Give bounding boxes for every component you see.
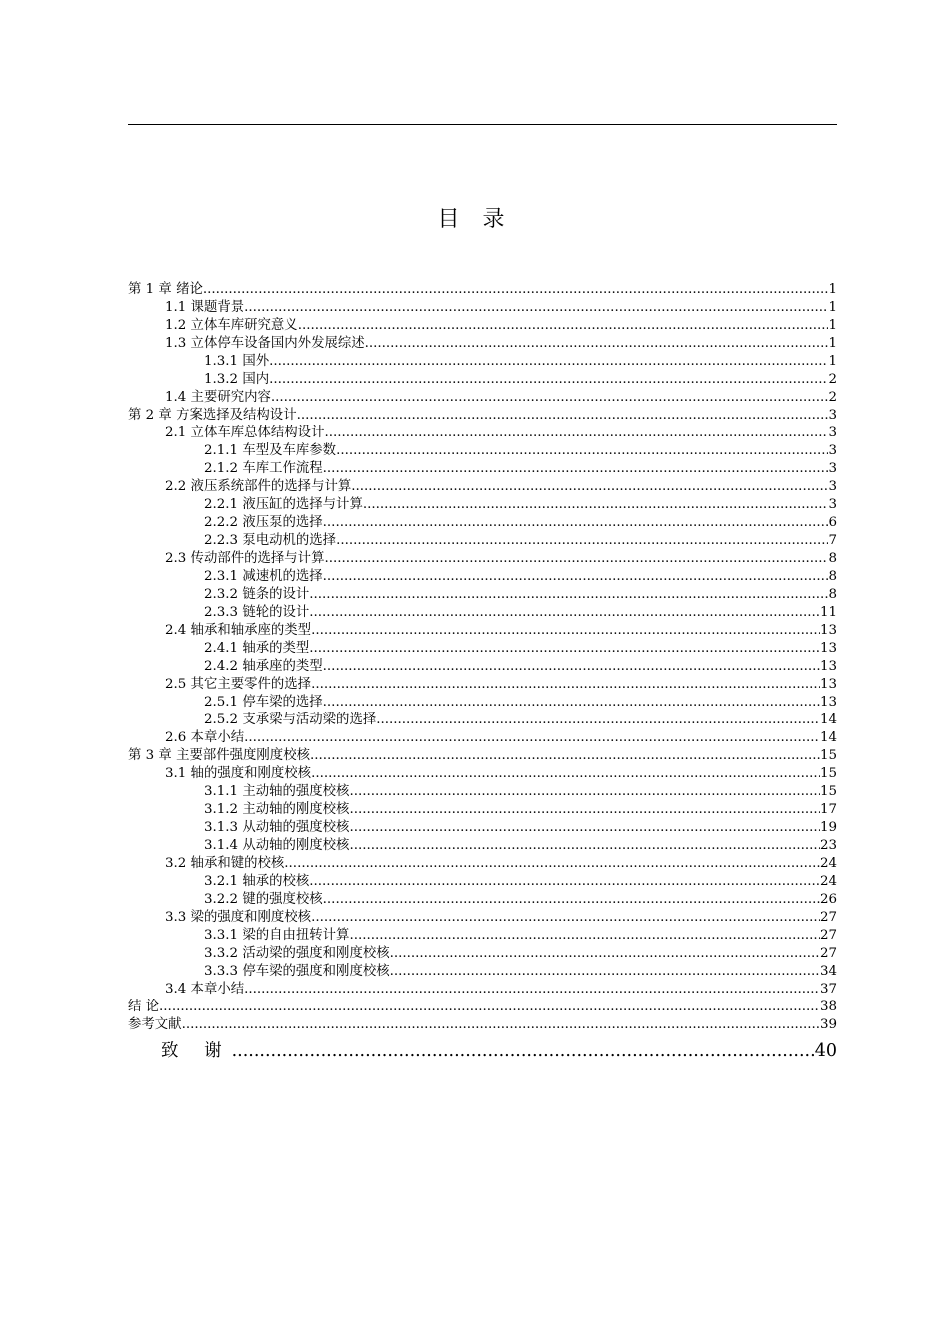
toc-entry-page: 24 bbox=[819, 873, 837, 889]
toc-entry-page: 3 bbox=[828, 497, 837, 513]
toc-entry-page: 40 bbox=[814, 1041, 837, 1062]
toc-entry-page: 27 bbox=[819, 909, 837, 925]
toc-entry-label: 2.2.2 液压泵的选择 bbox=[204, 515, 323, 531]
toc-entry-page: 7 bbox=[828, 533, 837, 549]
toc-entry[interactable] bbox=[128, 783, 837, 801]
toc-entry-label: 2.4.2 轴承座的类型 bbox=[204, 658, 323, 674]
toc-leader-dots bbox=[244, 729, 820, 747]
header-rule bbox=[128, 124, 837, 125]
toc-leader-dots bbox=[323, 694, 820, 712]
toc-entry-label: 2.5.1 停车梁的选择 bbox=[204, 694, 323, 710]
toc-entry-page: 14 bbox=[819, 730, 837, 746]
toc-entry-label: 1.4 主要研究内容 bbox=[165, 389, 271, 405]
toc-entry[interactable] bbox=[128, 945, 837, 963]
toc-entry-page: 38 bbox=[819, 999, 837, 1015]
toc-leader-dots bbox=[323, 658, 820, 676]
toc-entry-label: 3.1.4 从动轴的刚度校核 bbox=[204, 838, 350, 854]
toc-entry[interactable] bbox=[128, 622, 837, 640]
toc-entry[interactable] bbox=[128, 586, 837, 604]
toc-leader-dots bbox=[349, 801, 820, 819]
toc-leader-dots bbox=[311, 765, 820, 783]
toc-entry[interactable] bbox=[128, 317, 837, 335]
toc-entry-label: 2.3.3 链轮的设计 bbox=[204, 604, 310, 620]
toc-entry-page: 3 bbox=[828, 443, 837, 459]
toc-entry-label: 3.4 本章小结 bbox=[165, 981, 245, 997]
toc-entry[interactable] bbox=[128, 442, 837, 460]
toc-entry[interactable] bbox=[128, 801, 837, 819]
toc-leader-dots bbox=[310, 747, 820, 765]
toc-entry-label: 2.3 传动部件的选择与计算 bbox=[165, 551, 325, 567]
toc-entry[interactable] bbox=[128, 281, 837, 299]
toc-entry-label: 3.3.3 停车梁的强度和刚度校核 bbox=[204, 963, 390, 979]
toc-entry-page: 1 bbox=[828, 281, 837, 297]
toc-entry[interactable] bbox=[128, 999, 837, 1017]
toc-entry[interactable] bbox=[128, 891, 837, 909]
toc-entry[interactable] bbox=[128, 855, 837, 873]
toc-entry-page: 13 bbox=[819, 694, 837, 710]
toc-entry[interactable] bbox=[128, 299, 837, 317]
toc-entry[interactable] bbox=[128, 963, 837, 981]
toc-entry-label: 2.6 本章小结 bbox=[165, 730, 245, 746]
toc-entry-label: 2.2 液压系统部件的选择与计算 bbox=[165, 479, 352, 495]
toc-leader-dots bbox=[390, 963, 820, 981]
toc-leader-dots bbox=[324, 425, 828, 443]
toc-entry[interactable] bbox=[128, 532, 837, 550]
toc-leader-dots bbox=[182, 1016, 820, 1034]
toc-entry-label: 2.2.3 泵电动机的选择 bbox=[204, 533, 337, 549]
toc-entry-label: 2.4 轴承和轴承座的类型 bbox=[165, 622, 312, 638]
toc-leader-dots bbox=[363, 496, 829, 514]
toc-entry-label: 3.1 轴的强度和刚度校核 bbox=[165, 766, 312, 782]
toc-leader-dots bbox=[244, 299, 828, 317]
toc-entry-page: 11 bbox=[819, 604, 837, 620]
toc-leader-dots bbox=[232, 1037, 815, 1065]
toc-entry-page: 3 bbox=[828, 407, 837, 423]
toc-entry-label: 1.1 课题背景 bbox=[165, 299, 245, 315]
toc-entry-label: 3.2.2 键的强度校核 bbox=[204, 891, 323, 907]
toc-entry[interactable] bbox=[128, 407, 837, 425]
toc-entry-label: 2.3.1 减速机的选择 bbox=[204, 568, 323, 584]
toc-entry-label: 3.3.2 活动梁的强度和刚度校核 bbox=[204, 945, 390, 961]
toc-entry-label: 1.3.1 国外 bbox=[204, 353, 270, 369]
toc-entry[interactable] bbox=[128, 1016, 837, 1034]
toc-leader-dots bbox=[298, 317, 829, 335]
toc-leader-dots bbox=[269, 353, 828, 371]
toc-leader-dots bbox=[309, 586, 828, 604]
toc-entry-label: 3.1.3 从动轴的强度校核 bbox=[204, 820, 350, 836]
toc-entry-label: 2.1 立体车库总体结构设计 bbox=[165, 425, 325, 441]
toc-entry-label: 第 3 章 主要部件强度刚度校核 bbox=[128, 748, 310, 764]
toc-entry-label: 2.2.1 液压缸的选择与计算 bbox=[204, 497, 363, 513]
toc-entry[interactable] bbox=[128, 837, 837, 855]
toc-entry-page: 6 bbox=[828, 515, 837, 531]
table-of-contents bbox=[128, 281, 837, 1065]
toc-entry[interactable] bbox=[128, 460, 837, 478]
toc-leader-dots bbox=[349, 927, 820, 945]
toc-entry-page: 17 bbox=[819, 802, 837, 818]
toc-entry[interactable] bbox=[128, 550, 837, 568]
toc-leader-dots bbox=[323, 891, 820, 909]
toc-entry[interactable] bbox=[128, 747, 837, 765]
toc-leader-dots bbox=[284, 855, 820, 873]
toc-entry-page: 27 bbox=[819, 927, 837, 943]
toc-entry-page: 3 bbox=[828, 425, 837, 441]
toc-entry-page: 13 bbox=[819, 658, 837, 674]
toc-entry[interactable] bbox=[128, 694, 837, 712]
toc-entry[interactable] bbox=[128, 981, 837, 999]
toc-entry-page: 3 bbox=[828, 479, 837, 495]
toc-entry-label: 1.3 立体停车设备国内外发展综述 bbox=[165, 335, 365, 351]
toc-leader-dots bbox=[297, 407, 829, 425]
toc-entry-page: 1 bbox=[828, 299, 837, 315]
toc-entry-label: 第 1 章 绪论 bbox=[128, 281, 203, 297]
toc-entry[interactable] bbox=[128, 927, 837, 945]
toc-entry-page: 1 bbox=[828, 353, 837, 369]
toc-leader-dots bbox=[324, 550, 828, 568]
toc-entry[interactable] bbox=[128, 353, 837, 371]
toc-leader-dots bbox=[311, 622, 820, 640]
toc-entry[interactable] bbox=[128, 371, 837, 389]
toc-leader-dots bbox=[349, 783, 820, 801]
toc-entry-page: 2 bbox=[828, 371, 837, 387]
page-title: 目 录 bbox=[437, 207, 513, 232]
toc-leader-dots bbox=[271, 389, 829, 407]
toc-entry-page: 1 bbox=[828, 317, 837, 333]
toc-entry[interactable] bbox=[128, 604, 837, 622]
toc-entry[interactable] bbox=[128, 873, 837, 891]
toc-entry-page: 3 bbox=[828, 461, 837, 477]
toc-entry-label: 3.3 梁的强度和刚度校核 bbox=[165, 909, 312, 925]
toc-entry-label: 2.5.2 支承梁与活动梁的选择 bbox=[204, 712, 377, 728]
toc-leader-dots bbox=[336, 442, 828, 460]
toc-entry-page: 15 bbox=[819, 748, 837, 764]
toc-leader-dots bbox=[323, 514, 829, 532]
toc-entry-page: 14 bbox=[819, 712, 837, 728]
toc-leader-dots bbox=[349, 819, 820, 837]
toc-entry-page: 8 bbox=[828, 568, 837, 584]
toc-entry-page: 23 bbox=[819, 838, 837, 854]
toc-entry-page: 19 bbox=[819, 820, 837, 836]
toc-entry-label: 1.2 立体车库研究意义 bbox=[165, 317, 298, 333]
toc-entry-label: 2.4.1 轴承的类型 bbox=[204, 640, 310, 656]
toc-entry-page: 2 bbox=[828, 389, 837, 405]
toc-entry-page: 37 bbox=[819, 981, 837, 997]
toc-leader-dots bbox=[309, 640, 820, 658]
toc-leader-dots bbox=[351, 478, 828, 496]
toc-entry-label: 3.2 轴承和键的校核 bbox=[165, 855, 285, 871]
toc-entry-page: 1 bbox=[828, 335, 837, 351]
toc-leader-dots bbox=[311, 676, 820, 694]
toc-leader-dots bbox=[390, 945, 820, 963]
toc-entry-label: 2.1.2 车库工作流程 bbox=[204, 461, 323, 477]
toc-entry-label: 3.1.1 主动轴的强度校核 bbox=[204, 784, 350, 800]
toc-entry[interactable] bbox=[128, 819, 837, 837]
toc-entry[interactable] bbox=[128, 425, 837, 443]
toc-entry-label: 3.1.2 主动轴的刚度校核 bbox=[204, 802, 350, 818]
toc-entry[interactable] bbox=[128, 568, 837, 586]
toc-entry[interactable] bbox=[128, 335, 837, 353]
toc-entry-page: 13 bbox=[819, 622, 837, 638]
toc-entry-page: 15 bbox=[819, 784, 837, 800]
toc-entry[interactable] bbox=[128, 765, 837, 783]
toc-entry-page: 13 bbox=[819, 640, 837, 656]
toc-entry[interactable] bbox=[128, 729, 837, 747]
toc-entry[interactable] bbox=[128, 514, 837, 532]
toc-entry-page: 26 bbox=[819, 891, 837, 907]
toc-entry-page: 13 bbox=[819, 676, 837, 692]
toc-entry-page: 15 bbox=[819, 766, 837, 782]
toc-leader-dots bbox=[376, 712, 820, 730]
toc-leader-dots bbox=[159, 999, 820, 1017]
toc-leader-dots bbox=[336, 532, 828, 550]
toc-leader-dots bbox=[323, 568, 829, 586]
toc-entry-page: 39 bbox=[819, 1017, 837, 1033]
toc-entry-page: 27 bbox=[819, 945, 837, 961]
toc-entry[interactable] bbox=[128, 496, 837, 514]
toc-entry-acknowledgements[interactable] bbox=[128, 1037, 837, 1065]
toc-leader-dots bbox=[323, 460, 829, 478]
toc-entry[interactable] bbox=[128, 389, 837, 407]
toc-leader-dots bbox=[269, 371, 828, 389]
toc-entry-label: 1.3.2 国内 bbox=[204, 371, 270, 387]
toc-entry-page: 8 bbox=[828, 551, 837, 567]
toc-entry-label: 2.1.1 车型及车库参数 bbox=[204, 443, 337, 459]
toc-leader-dots bbox=[311, 909, 820, 927]
toc-entry[interactable] bbox=[128, 478, 837, 496]
toc-leader-dots bbox=[203, 281, 829, 299]
toc-entry-page: 24 bbox=[819, 855, 837, 871]
toc-entry[interactable] bbox=[128, 712, 837, 730]
toc-entry-label: 2.5 其它主要零件的选择 bbox=[165, 676, 312, 692]
toc-leader-dots bbox=[309, 873, 820, 891]
toc-leader-dots bbox=[244, 981, 820, 999]
toc-entry-label: 3.2.1 轴承的校核 bbox=[204, 873, 310, 889]
toc-entry-label: 3.3.1 梁的自由扭转计算 bbox=[204, 927, 350, 943]
toc-entry-label: 结 论 bbox=[128, 999, 160, 1015]
toc-entry[interactable] bbox=[128, 676, 837, 694]
toc-entry-label: 参考文献 bbox=[128, 1017, 182, 1033]
toc-entry[interactable] bbox=[128, 640, 837, 658]
toc-entry-label: 2.3.2 链条的设计 bbox=[204, 586, 310, 602]
toc-entry-page: 34 bbox=[819, 963, 837, 979]
toc-leader-dots bbox=[309, 604, 820, 622]
toc-entry-label: 致 谢 bbox=[161, 1041, 232, 1062]
toc-entry-page: 8 bbox=[828, 586, 837, 602]
toc-leader-dots bbox=[365, 335, 829, 353]
toc-leader-dots bbox=[349, 837, 820, 855]
toc-entry-label: 第 2 章 方案选择及结构设计 bbox=[128, 407, 297, 423]
toc-entry[interactable] bbox=[128, 909, 837, 927]
toc-entry[interactable] bbox=[128, 658, 837, 676]
